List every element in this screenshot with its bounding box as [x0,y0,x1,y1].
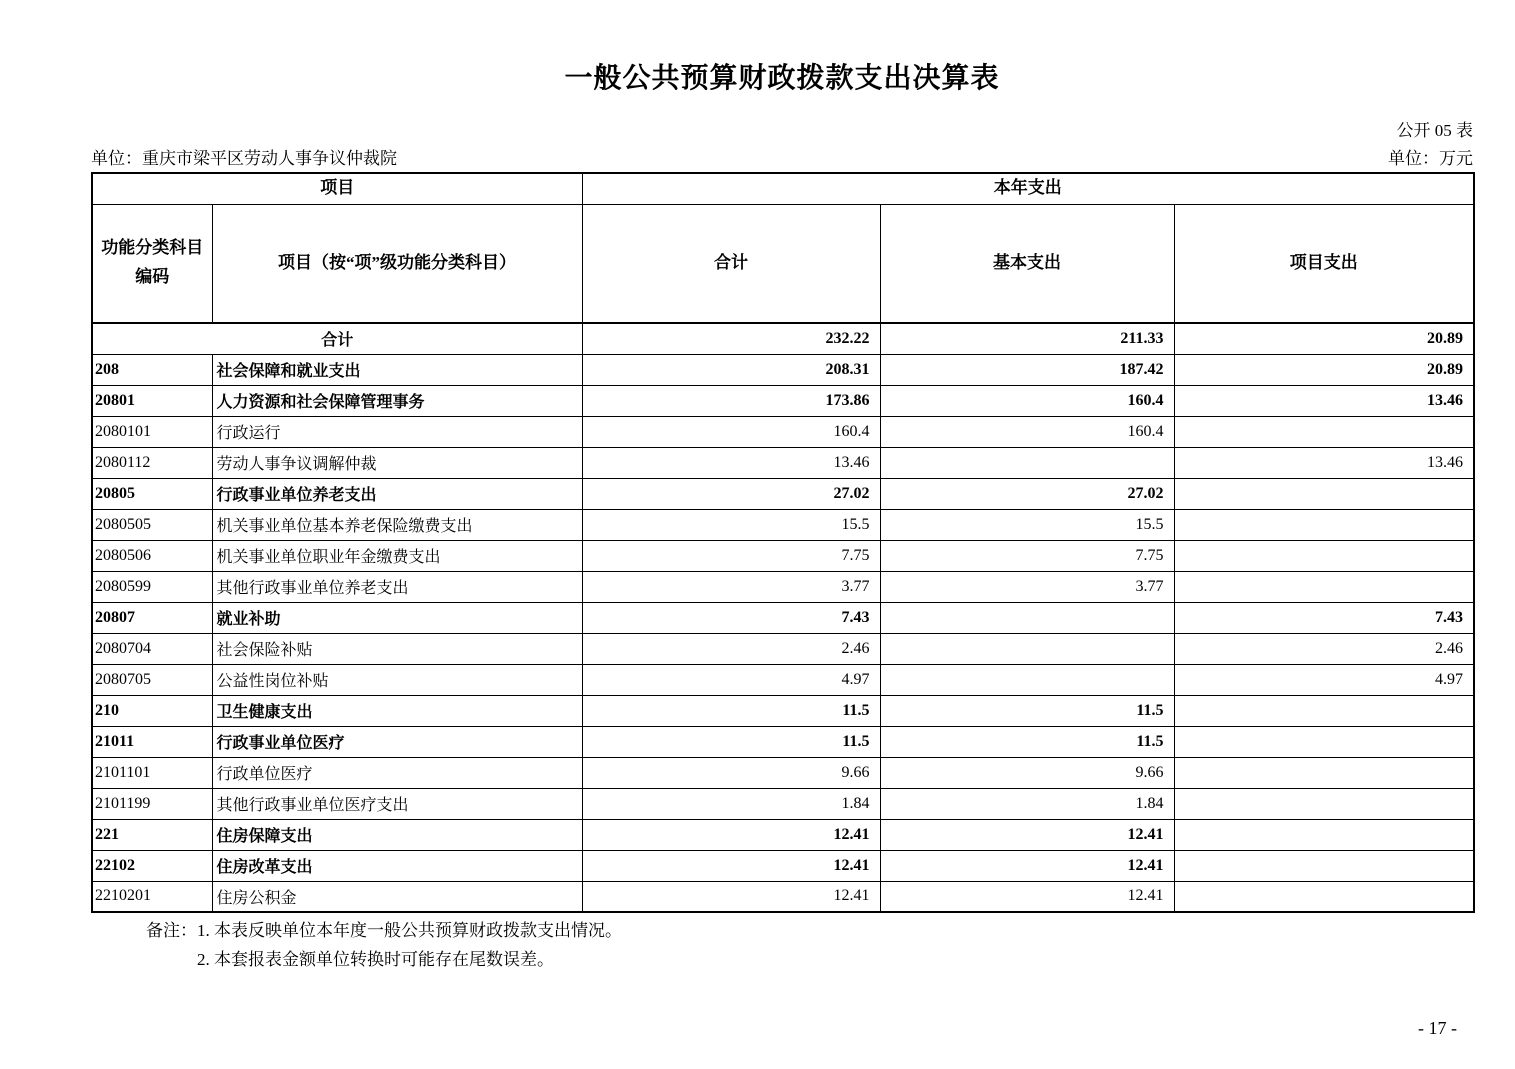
table-row [92,850,1474,881]
table-cell-num: 7.75 [582,540,880,571]
table-cell-name: 行政事业单位医疗 [212,726,582,757]
note-1-text: 1. 本表反映单位本年度一般公共预算财政拨款支出情况。 [197,921,622,940]
header-group-row [92,173,1474,204]
table-cell-name: 其他行政事业单位医疗支出 [212,788,582,819]
table-row [92,540,1474,571]
table-row [92,881,1474,912]
header-project-expenditure: 项目支出 [1174,204,1474,323]
table-cell-code: 21011 [92,726,212,757]
header-function-code: 功能分类科目编码 [92,204,212,323]
table-row [92,478,1474,509]
table-cell-code: 210 [92,695,212,726]
table-cell-num: 208.31 [582,354,880,385]
table-cell-name: 机关事业单位基本养老保险缴费支出 [212,509,582,540]
note-line-1 [146,916,622,945]
notes-label: 备注： [146,921,197,940]
table-cell-name: 就业补助 [212,602,582,633]
table-cell-num: 173.86 [582,385,880,416]
table-row [92,571,1474,602]
table-cell-num: 15.5 [880,509,1174,540]
table-cell-num: 27.02 [582,478,880,509]
table-cell-num: 11.5 [582,726,880,757]
table-cell-num: 2.46 [1174,633,1474,664]
header-total: 合计 [582,204,880,323]
table-row [92,757,1474,788]
table-row [92,385,1474,416]
header-item: 项目（按“项”级功能分类科目） [212,204,582,323]
table-row [92,633,1474,664]
table-cell-name: 住房改革支出 [212,850,582,881]
table-row [92,664,1474,695]
org-unit-label: 单位：重庆市梁平区劳动人事争议仲裁院 [91,149,397,168]
table-row [92,416,1474,447]
table-cell-num: 3.77 [880,571,1174,602]
header-basic-expenditure: 基本支出 [880,204,1174,323]
table-cell-code: 2080704 [92,633,212,664]
table-cell-name: 行政单位医疗 [212,757,582,788]
table-cell-num: 232.22 [582,323,880,354]
table-cell-num: 9.66 [880,757,1174,788]
table-cell-num: 12.41 [582,850,880,881]
table-cell-num: 15.5 [582,509,880,540]
table-cell-num: 12.41 [582,819,880,850]
table-cell-code: 2101199 [92,788,212,819]
table-body [92,323,1474,912]
table-row [92,602,1474,633]
table-cell-name: 行政运行 [212,416,582,447]
table-cell-num: 4.97 [1174,664,1474,695]
table-cell-name: 行政事业单位养老支出 [212,478,582,509]
table-cell-num [1174,881,1474,912]
table-cell-code: 2080101 [92,416,212,447]
table-cell-code: 208 [92,354,212,385]
table-cell-num [1174,416,1474,447]
form-code-label: 公开 05 表 [1396,121,1473,140]
table-cell-num: 12.41 [880,881,1174,912]
table-row [92,447,1474,478]
table-cell-num: 13.46 [1174,385,1474,416]
table-cell-num [1174,509,1474,540]
table-cell-num: 20.89 [1174,323,1474,354]
table-cell-num: 13.46 [582,447,880,478]
table-row [92,726,1474,757]
table-cell-num: 13.46 [1174,447,1474,478]
table-cell-num: 1.84 [880,788,1174,819]
table-cell-num [880,602,1174,633]
table-cell-num: 20.89 [1174,354,1474,385]
header-sub-row [92,204,1474,323]
table-cell-num [1174,478,1474,509]
table-cell-num: 3.77 [582,571,880,602]
table-cell-name: 住房保障支出 [212,819,582,850]
table-cell-name: 其他行政事业单位养老支出 [212,571,582,602]
table-cell-name: 社会保险补贴 [212,633,582,664]
table-cell-code: 22102 [92,850,212,881]
money-unit-label: 单位：万元 [1388,149,1473,168]
table-cell-code: 221 [92,819,212,850]
table-cell-num [880,664,1174,695]
table-cell-num [1174,819,1474,850]
table-cell-num: 1.84 [582,788,880,819]
table-row [92,509,1474,540]
table-cell-name: 劳动人事争议调解仲裁 [212,447,582,478]
table-cell-num: 7.75 [880,540,1174,571]
table-cell-num: 7.43 [582,602,880,633]
table-cell-code: 2101101 [92,757,212,788]
meta-row [91,144,1473,169]
table-cell-num: 12.41 [880,819,1174,850]
table-cell-num [880,633,1174,664]
table-cell-num [1174,850,1474,881]
page-title: 一般公共预算财政拨款支出决算表 [564,63,1000,94]
table-cell-num: 27.02 [880,478,1174,509]
table-cell-num [1174,757,1474,788]
table-cell-code: 20801 [92,385,212,416]
table-cell-num: 160.4 [880,416,1174,447]
table-cell-code: 2080506 [92,540,212,571]
table-cell-name: 住房公积金 [212,881,582,912]
table-cell-num: 9.66 [582,757,880,788]
table-cell-num: 7.43 [1174,602,1474,633]
table-cell-num: 11.5 [582,695,880,726]
header-year-expenditure-group: 本年支出 [582,173,1474,204]
table-cell-name: 合计 [92,323,582,354]
table-cell-code: 2080505 [92,509,212,540]
table-cell-name: 公益性岗位补贴 [212,664,582,695]
table-cell-num: 187.42 [880,354,1174,385]
table-cell-code: 2210201 [92,881,212,912]
table-cell-name: 社会保障和就业支出 [212,354,582,385]
header-project-group: 项目 [92,173,582,204]
table-cell-num: 2.46 [582,633,880,664]
table-cell-num: 12.41 [582,881,880,912]
table-cell-code: 2080705 [92,664,212,695]
table-cell-num: 11.5 [880,726,1174,757]
table-cell-num: 160.4 [582,416,880,447]
note-line-2: 2. 本套报表金额单位转换时可能存在尾数误差。 [197,950,554,969]
expenditure-table [91,172,1475,913]
table-row [92,354,1474,385]
table-row [92,695,1474,726]
table-cell-num [880,447,1174,478]
table-cell-code: 2080112 [92,447,212,478]
table-cell-num [1174,540,1474,571]
table-row [92,323,1474,354]
table-row [92,819,1474,850]
table-cell-name: 人力资源和社会保障管理事务 [212,385,582,416]
table-cell-num: 211.33 [880,323,1174,354]
table-cell-num: 12.41 [880,850,1174,881]
table-cell-num [1174,571,1474,602]
table-cell-num [1174,726,1474,757]
table-cell-code: 20805 [92,478,212,509]
table-cell-num [1174,788,1474,819]
table-cell-num: 4.97 [582,664,880,695]
table-row [92,788,1474,819]
page-number: - 17 - [1418,1018,1457,1038]
table-cell-num: 11.5 [880,695,1174,726]
table-cell-code: 20807 [92,602,212,633]
table-cell-name: 机关事业单位职业年金缴费支出 [212,540,582,571]
table-cell-code: 2080599 [92,571,212,602]
table-cell-num [1174,695,1474,726]
table-cell-num: 160.4 [880,385,1174,416]
notes-block [146,916,622,974]
table-cell-name: 卫生健康支出 [212,695,582,726]
